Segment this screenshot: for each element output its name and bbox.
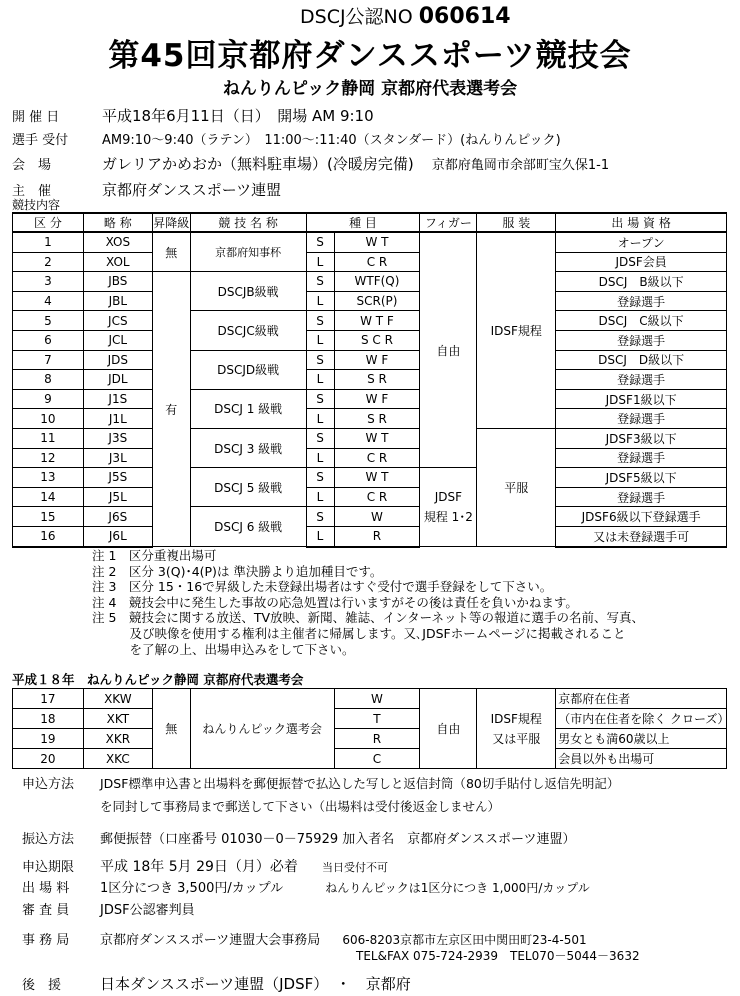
note-item: を了解の上、出場申込みをして下さい。 [92, 641, 355, 657]
promotion-none: 無 [152, 689, 190, 769]
row-sl: S [306, 232, 334, 252]
table-row [13, 749, 727, 769]
qualification: （市内在住者を除く クローズ） [556, 709, 727, 729]
qualification: DSCJ D級以下 [556, 350, 727, 370]
table-row [13, 729, 727, 749]
table-row [13, 291, 727, 311]
table-row [13, 232, 727, 252]
judge-line [22, 899, 195, 918]
row-event: C R [334, 448, 420, 468]
deadline-label: 申込期限 [22, 860, 75, 875]
row-no: 5 [13, 311, 84, 331]
contents-label: 競技内容 [12, 198, 61, 212]
row-code: XOL [83, 252, 152, 272]
competition-name: DSCJB級戦 [190, 272, 306, 311]
row-no: 2 [13, 252, 84, 272]
row-code: JBL [83, 291, 152, 311]
row-code: J5S [83, 468, 152, 488]
table-row [13, 689, 727, 709]
figure-jdsf [420, 468, 477, 547]
row-code: XKC [83, 749, 152, 769]
table-row [13, 448, 727, 468]
row-sl: S [306, 428, 334, 448]
row-no: 12 [13, 448, 84, 468]
venue-line [12, 153, 609, 174]
transfer-line [22, 828, 575, 847]
table-row [13, 272, 727, 292]
row-no: 10 [13, 409, 84, 429]
table-row [13, 389, 727, 409]
row-no: 19 [13, 729, 84, 749]
row-sl: L [306, 330, 334, 350]
note-item: 注 5 競技会に関する放送、TV放映、新聞、雑誌、インターネット等の報道に選手の名前、写真、 [92, 610, 644, 626]
office-tel: TEL&FAX 075-724-2939 TEL070－5044－3632 [356, 949, 640, 963]
row-event: S C R [334, 330, 420, 350]
header-qualification: 出 場 資 格 [556, 213, 727, 232]
row-sl: L [306, 448, 334, 468]
row-sl: L [306, 409, 334, 429]
note-item: 注 4 競技会中に発生した事故の応急処置は行いますがその後は責任を負いかねます。 [92, 594, 578, 610]
host-value: 京都府ダンススポーツ連盟 [102, 181, 282, 199]
qualification: オープン [556, 232, 727, 252]
qualification: 又は未登録選手可 [556, 526, 727, 546]
row-event: W [334, 689, 420, 709]
apply-text1: JDSF標準申込書と出場料を郵便振替で払込した写しと返信封筒（80切手貼付し返信先明記） [100, 776, 620, 791]
qualification: JDSF6級以下登録選手 [556, 507, 727, 527]
row-sl: S [306, 389, 334, 409]
row-code: J1S [83, 389, 152, 409]
row-event: C [334, 749, 420, 769]
apply-text2: を同封して事務局まで郵送して下さい（出場料は受付後返金しません） [100, 799, 501, 814]
qualification: 登録選手 [556, 487, 727, 507]
header-figure: フィガー [420, 213, 477, 232]
figure-jdsf-line1: JDSF [434, 490, 463, 505]
qualification: 登録選手 [556, 370, 727, 390]
row-event: S R [334, 370, 420, 390]
row-code: J3L [83, 448, 152, 468]
host-label: 主 催 [12, 184, 52, 199]
row-no: 18 [13, 709, 84, 729]
table-row [13, 311, 727, 331]
date-value: 平成18年6月11日（日） 開場 AM 9:10 [102, 107, 374, 125]
note-item: 注 3 区分 15・16で昇級した未登録出場者はすぐ受付で選手登録をして下さい。 [92, 579, 553, 595]
qualification: JDSF5級以下 [556, 468, 727, 488]
competition-name: DSCJ 1 級戦 [190, 389, 306, 428]
venue-value: ガレリアかめおか（無料駐車場）(冷暖房完備) [102, 155, 414, 173]
row-no: 8 [13, 370, 84, 390]
row-code: J5L [83, 487, 152, 507]
page-title: 第45回京都府ダンススポーツ競技会 [108, 38, 632, 74]
dress-rule: IDSF規程 [477, 232, 556, 428]
table-row [13, 350, 727, 370]
header-code: 略 称 [83, 213, 152, 232]
competition-table [12, 212, 727, 548]
row-no: 9 [13, 389, 84, 409]
row-event: WTF(Q) [334, 272, 420, 292]
row-no: 16 [13, 526, 84, 546]
note-item: 注 1 区分重複出場可 [92, 548, 217, 563]
qualification: DSCJ C級以下 [556, 311, 727, 331]
competition-name: DSCJ 5 級戦 [190, 468, 306, 507]
row-code: JCS [83, 311, 152, 331]
row-event: W F [334, 350, 420, 370]
note-item: 注 2 区分 3(Q)･4(P)は 準決勝より追加種目です。 [92, 563, 383, 579]
qualification: DSCJ B級以下 [556, 272, 727, 292]
support-value: 日本ダンススポーツ連盟（JDSF） ・ 京都府 [100, 975, 411, 993]
table-row [13, 370, 727, 390]
fee-value: 1区分につき 3,500円/カップル [100, 881, 284, 896]
competition-name: DSCJD級戦 [190, 350, 306, 389]
row-no: 20 [13, 749, 84, 769]
row-sl: L [306, 370, 334, 390]
row-no: 14 [13, 487, 84, 507]
row-code: JDL [83, 370, 152, 390]
row-no: 15 [13, 507, 84, 527]
promotion-none: 無 [152, 232, 190, 272]
dress-plain: 平服 [477, 428, 556, 546]
date-label: 開 催 日 [12, 110, 60, 125]
reception-label: 選手 受付 [12, 133, 69, 148]
qualification: 登録選手 [556, 448, 727, 468]
row-sl: L [306, 291, 334, 311]
notes [92, 548, 644, 657]
competition-name: DSCJC級戦 [190, 311, 306, 350]
competition-name: DSCJ 6 級戦 [190, 507, 306, 547]
row-no: 13 [13, 468, 84, 488]
competition-name: 京都府知事杯 [190, 232, 306, 272]
header-dress: 服 装 [477, 213, 556, 232]
row-code: J3S [83, 428, 152, 448]
table-row [13, 409, 727, 429]
fee-nenrin: ねんりんピックは1区分につき 1,000円/カップル [325, 881, 590, 895]
qualification: JDSF3級以下 [556, 428, 727, 448]
row-sl: S [306, 311, 334, 331]
row-sl: S [306, 468, 334, 488]
header-category: 区 分 [13, 213, 84, 232]
row-code: XOS [83, 232, 152, 252]
page-subtitle: ねんりんピック静岡 京都府代表選考会 [222, 79, 518, 99]
row-event: W T F [334, 311, 420, 331]
row-event: T [334, 709, 420, 729]
fee-line [22, 877, 590, 896]
promotion-yes: 有 [152, 272, 190, 547]
row-no: 7 [13, 350, 84, 370]
deadline-value: 平成 18年 5月 29日（月）必着 [100, 859, 298, 875]
dress-line1: IDSF規程 [490, 711, 542, 726]
figure-free: 自由 [420, 232, 477, 468]
qualification: 登録選手 [556, 291, 727, 311]
section2-title: 平成１８年 ねんりんピック静岡 京都府代表選考会 [12, 672, 304, 687]
table-row [13, 709, 727, 729]
transfer-value: 郵便振替（口座番号 01030－0－75929 加入者名 京都府ダンススポーツ連盟） [100, 832, 576, 847]
row-no: 11 [13, 428, 84, 448]
venue-address: 京都府亀岡市余部町宝久保1-1 [431, 158, 610, 173]
row-code: JDS [83, 350, 152, 370]
header-event: 種 目 [306, 213, 420, 232]
table-row [13, 428, 727, 448]
table-row [13, 468, 727, 488]
deadline-note: 当日受付不可 [322, 861, 389, 874]
qualification: JDSF1級以下 [556, 389, 727, 409]
row-event: W T [334, 428, 420, 448]
deadline-line [22, 856, 388, 876]
row-no: 4 [13, 291, 84, 311]
row-event: R [334, 729, 420, 749]
row-code: XKW [83, 689, 152, 709]
header-competition: 競 技 名 称 [190, 213, 306, 232]
office-value: 京都府ダンススポーツ連盟大会事務局 [100, 933, 321, 948]
row-code: JBS [83, 272, 152, 292]
office-line [22, 929, 587, 948]
row-event: S R [334, 409, 420, 429]
row-event: SCR(P) [334, 291, 420, 311]
qualification: 会員以外も出場可 [556, 749, 727, 769]
row-sl: S [306, 507, 334, 527]
cert-no: 060614 [418, 4, 511, 29]
support-line [22, 973, 411, 994]
qualification: 男女とも満60歳以上 [556, 729, 727, 749]
header-promotion: 昇降級 [152, 213, 190, 232]
qualification: 登録選手 [556, 330, 727, 350]
judge-label: 審 査 員 [22, 903, 70, 918]
row-sl: S [306, 350, 334, 370]
date-line [12, 105, 374, 126]
nenrin-table [12, 688, 730, 769]
qualification: 登録選手 [556, 409, 727, 429]
row-code: J6L [83, 526, 152, 546]
row-no: 1 [13, 232, 84, 252]
row-code: J6S [83, 507, 152, 527]
venue-label: 会 場 [12, 158, 52, 173]
apply-line [22, 773, 619, 792]
table-row [13, 487, 727, 507]
transfer-label: 振込方法 [22, 832, 75, 847]
dress [477, 689, 556, 769]
apply-label: 申込方法 [22, 777, 75, 792]
office-label: 事 務 局 [22, 933, 70, 948]
row-event: W F [334, 389, 420, 409]
row-sl: S [306, 272, 334, 292]
figure-jdsf-line2: 規程 1･2 [423, 510, 473, 525]
competition-name: DSCJ 3 級戦 [190, 428, 306, 467]
row-event: W [334, 507, 420, 527]
row-code: XKR [83, 729, 152, 749]
row-no: 3 [13, 272, 84, 292]
row-event: C R [334, 487, 420, 507]
table-row [13, 252, 727, 272]
row-event: W T [334, 232, 420, 252]
row-code: XKT [83, 709, 152, 729]
certification-number [300, 2, 511, 29]
figure-free: 自由 [420, 689, 477, 769]
competition-name: ねんりんピック選考会 [190, 689, 334, 769]
dress-line2: 又は平服 [492, 731, 541, 746]
reception-line [12, 129, 561, 148]
table-row [13, 507, 727, 527]
reception-value: AM9:10～9:40（ラテン） 11:00～:11:40（スタンダード）(ねんりんピック) [102, 133, 561, 148]
qualification: 京都府在住者 [556, 689, 727, 709]
row-no: 6 [13, 330, 84, 350]
table-row [13, 526, 727, 546]
judge-value: JDSF公認審判員 [100, 903, 195, 918]
row-code: J1L [83, 409, 152, 429]
table-row [13, 330, 727, 350]
fee-label: 出 場 料 [22, 881, 70, 896]
row-code: JCL [83, 330, 152, 350]
table-header-row [13, 213, 727, 232]
row-sl: L [306, 526, 334, 546]
note-item: 及び映像を使用する権利は主催者に帰属します。又､JDSFホームページに掲載されること [92, 625, 626, 641]
row-sl: L [306, 252, 334, 272]
row-event: C R [334, 252, 420, 272]
qualification: JDSF会員 [556, 252, 727, 272]
row-event: R [334, 526, 420, 546]
row-sl: L [306, 487, 334, 507]
row-no: 17 [13, 689, 84, 709]
office-address: 606-8203京都市左京区田中関田町23-4-501 [342, 933, 587, 947]
support-label: 後 援 [22, 978, 62, 993]
cert-label: DSCJ公認NO [300, 6, 413, 28]
row-event: W T [334, 468, 420, 488]
